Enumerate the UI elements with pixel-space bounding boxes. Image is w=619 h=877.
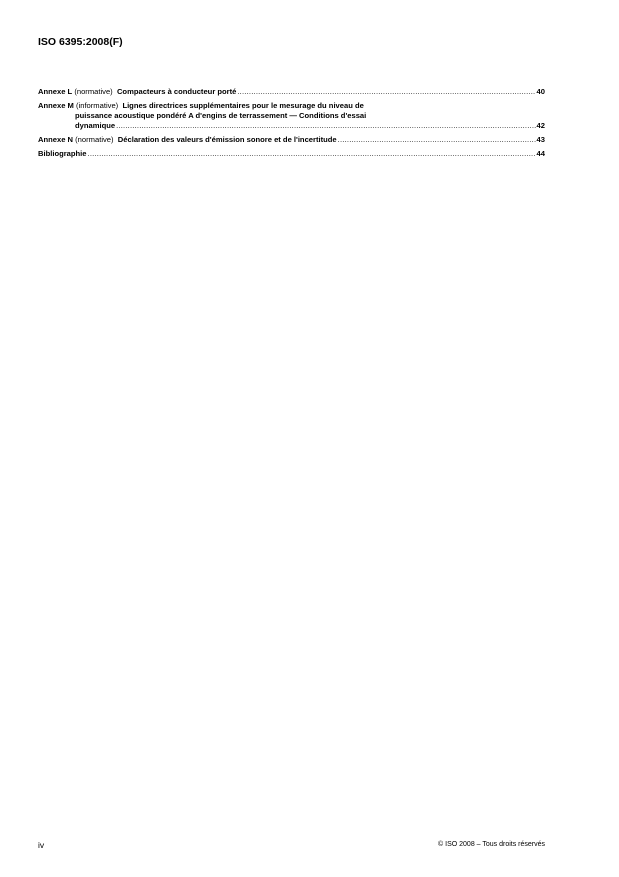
toc-entry-type: (normative) [75,135,114,144]
toc-entry-page: 44 [536,149,545,158]
toc-entry-title: Déclaration des valeurs d'émission sonore et de l'incertitude [117,135,337,144]
toc-entry-page: 42 [536,121,545,130]
toc-leader-dots [237,87,535,97]
toc-entry-page: 40 [536,87,545,96]
toc-leader-dots [338,135,536,145]
toc-entry-page: 43 [536,135,545,144]
toc-entry-annexe-m[interactable] [38,101,545,131]
toc-entry-title: Compacteurs à conducteur porté [116,87,237,96]
toc-entry-bibliographie[interactable] [38,149,545,159]
toc-entry-type: (normative) [74,87,113,96]
footer-copyright: © ISO 2008 – Tous droits réservés [438,841,545,848]
toc-entry-title-line1: Lignes directrices supplémentaires pour le mesurage du niveau de [122,101,364,110]
toc-entry-label: Annexe N [38,135,74,144]
toc-entry-title-line3: dynamique [75,121,116,130]
toc-entry-label: Bibliographie [38,149,87,158]
toc-entry-title-line2: puissance acoustique pondéré A d'engins de terrassement — Conditions d'essai [75,111,367,120]
toc-leader-dots [88,149,536,159]
toc-entry-annexe-l[interactable] [38,87,545,97]
document-id: ISO 6395:2008(F) [38,36,123,48]
toc-leader-dots [116,121,535,131]
footer-page-number: iv [38,840,45,850]
table-of-contents [38,87,545,163]
toc-entry-label: Annexe M [38,101,74,110]
toc-entry-label: Annexe L [38,87,73,96]
toc-entry-annexe-n[interactable] [38,135,545,145]
toc-entry-type: (informative) [76,101,119,110]
